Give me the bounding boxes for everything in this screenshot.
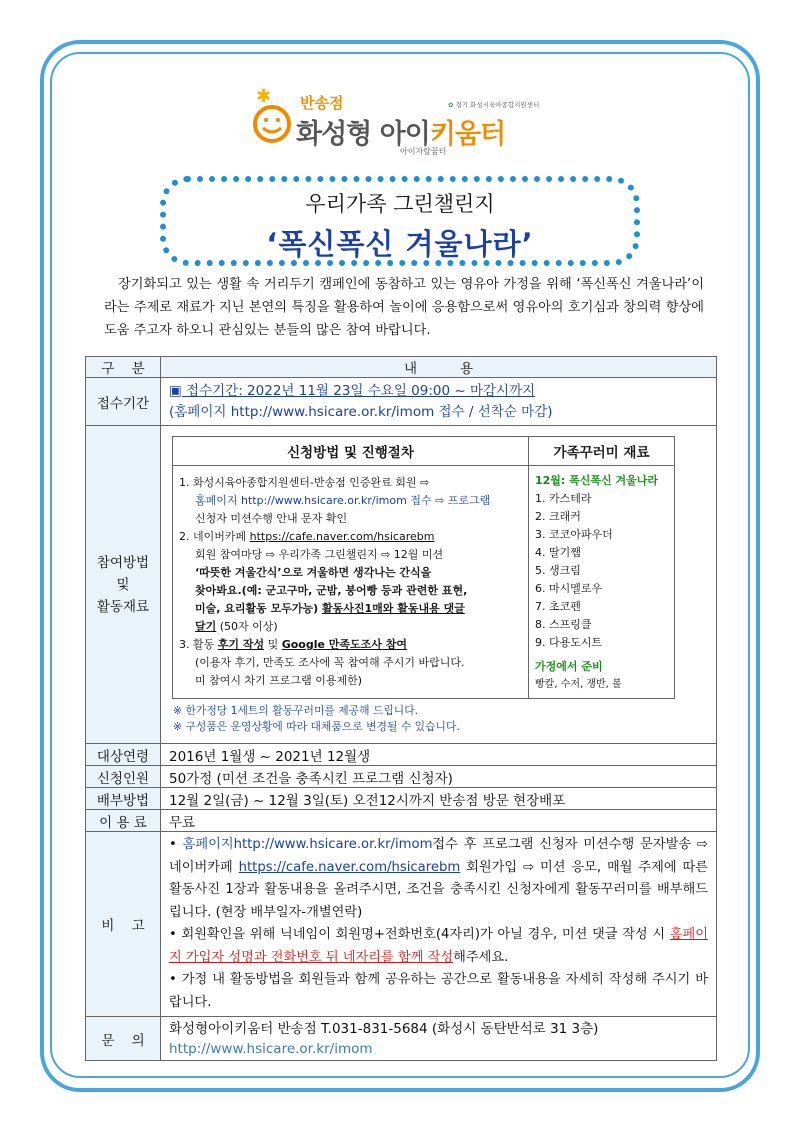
cafe-link-2[interactable]: https://cafe.naver.com/hsicarebm [238,859,461,875]
material-item: 3. 코코아파우더 [535,528,613,541]
logo-name: 화성형 아이키움터 [296,119,506,150]
title-line2: ‘폭신폭신 겨울나라’ [266,227,534,261]
note-1: ※ 한가정당 1세트의 활동꾸러미를 제공해 드립니다. [173,704,419,717]
homepage-link[interactable]: http://www.hsicare.or.kr/imom [233,837,433,852]
mat-title: 가족꾸러미 재료 [529,437,675,466]
method-label: 참여방법 및 활동재료 [86,426,161,744]
fee-value: 무료 [161,810,717,832]
material-item: 6. 마시멜로우 [535,582,603,595]
people-label: 신청인원 [86,766,161,788]
remark-3: • 가정 내 활동방법을 회원들과 함께 공유하는 공간으로 활동내용을 자세히 작성해 주시기 바랍니다. [169,972,708,1010]
center-mark-icon: ✿ [448,101,454,109]
age-label: 대상연령 [86,744,161,766]
header-left: 구 분 [86,357,161,378]
remark-2: • 회원확인을 위해 닉네임이 회원명+전화번호(4자리)가 아닐 경우, 미션 댓글 작성 시 홈페이지 가입자 성명과 전화번호 뒤 네자리를 함께 작성해주세요. [169,927,708,965]
reception-period: ▣ 접수기간: 2022년 11월 23일 수요일 09:00 ~ 마감시까지 [169,382,536,399]
contact-value: 화성형아이키움터 반송점 T.031-831-5684 (화성시 동탄반석로 31 3층) http://www.hsicare.or.kr/imom [161,1017,717,1061]
home-heading: 가정에서 준비 [535,660,603,673]
remark-1: • 홈페이지http://www.hsicare.or.kr/imom접수 후 프로그램 신청자 미션수행 문자발송 ⇨ 네이버카페 https://cafe.naver.com/hsicarebm 회원가입 ⇨ 미션 응모, 매월 주제에 따른 활동사진 1장과 활동내용을 올려주시면, 조건을 충족시킨 신청자에게 활동꾸러미를 배부해드립니다. (현장 배부일자-개별연락) [169,837,709,920]
logo-tagline: 아이자람꿈터 [400,147,447,156]
info-table [85,356,717,1061]
distribution-label: 배부방법 [86,788,161,810]
material-item: 2. 크래커 [535,510,581,523]
title-line1: 우리가족 그린챌린지 [305,192,495,216]
logo-branch: 반송점 [300,94,344,112]
remarks-content [161,832,717,1017]
note-2: ※ 구성품은 운영상황에 따라 대체품으로 변경될 수 있습니다. [173,720,460,733]
proc-title: 신청방법 및 진행절차 [173,437,529,466]
contact-link[interactable]: http://www.hsicare.or.kr/imom [169,1040,373,1057]
header-right: 내 용 [161,357,717,378]
remarks-label: 비 고 [86,832,161,1017]
material-item: 8. 스프링클 [535,618,592,631]
fee-label: 이 용 료 [86,810,161,832]
material-item: 5. 생크림 [535,564,581,577]
age-value: 2016년 1월생 ~ 2021년 12월생 [161,744,717,766]
contact-label: 문 의 [86,1017,161,1061]
reception-note: (홈페이지 http://www.hsicare.or.kr/imom 접수 / 선착순 마감) [169,403,553,420]
material-item: 7. 초코펜 [535,600,581,613]
method-content [161,426,717,744]
cafe-link[interactable]: https://cafe.naver.com/hsicarebm [249,530,435,543]
material-item: 4. 딸기쨈 [535,546,581,559]
materials-items [535,490,668,652]
center-logo: ✿ 경기 화성시육아종합지원센터 [448,101,540,109]
reception-label: 접수기간 [86,378,161,426]
smile-logo-icon [250,86,300,146]
distribution-value: 12월 2일(금) ~ 12월 3일(토) 오전12시까지 반송점 방문 현장배포 [161,788,717,810]
material-item: 9. 다용도시트 [535,636,603,649]
method-inner-table [172,436,675,699]
svg-text:✱: ✱ [256,86,272,107]
material-item: 1. 카스테라 [535,492,592,505]
intro-paragraph: 장기화되고 있는 생활 속 거리두기 캠페인에 동참하고 있는 영유아 가정을 위해 ‘폭신폭신 겨울나라’이라는 주제로 재료가 지닌 본연의 특징을 활용하여 놀이에 응용함으로써 영유아의 호기심과 창의력 향상에 도움 주고자 하오니 관심있는 분들의 많은 참여 바랍니다. [104,277,704,338]
title-box [160,176,640,266]
reception-value [161,378,717,426]
home-items: 빵칼, 수저, 쟁반, 볼 [535,679,622,690]
materials-heading: 12월: 폭신폭신 겨울나라 [535,474,658,487]
procedure-list: 1. 화성시육아종합지원센터-반송점 인증완료 회원 ⇨ 홈페이지 http://www.hsicare.or.kr/imom 접수 ⇨ 프로그램 신청자 미션수행 안내 문자 확인 2. 네이버카페 https://cafe.naver.com/hsicarebm 회원 참여마당 ⇨ 우리가족 그린챌린지 ⇨ 12월 미션 ‘따뜻한 겨울간식’으로 겨울하면 생각나는 간식을 찾아봐요.(예: 군고구마, 군밤, 붕어빵 등과 관련한 표현, 미술, 요리활동 모두가능) 활동사진1매와 활동내용 댓글 달기 (50자 이상) 3. 활동 후기 작성 및 Google 만족도조사 참여 (이용자 후기, 만족도 조사에 꼭 참여해 주시기 바랍니다. 미 참여시 차기 프로그램 이용제한) [173,466,529,699]
people-value: 50가정 (미션 조건을 충족시킨 프로그램 신청자) [161,766,717,788]
materials-list [529,466,675,699]
